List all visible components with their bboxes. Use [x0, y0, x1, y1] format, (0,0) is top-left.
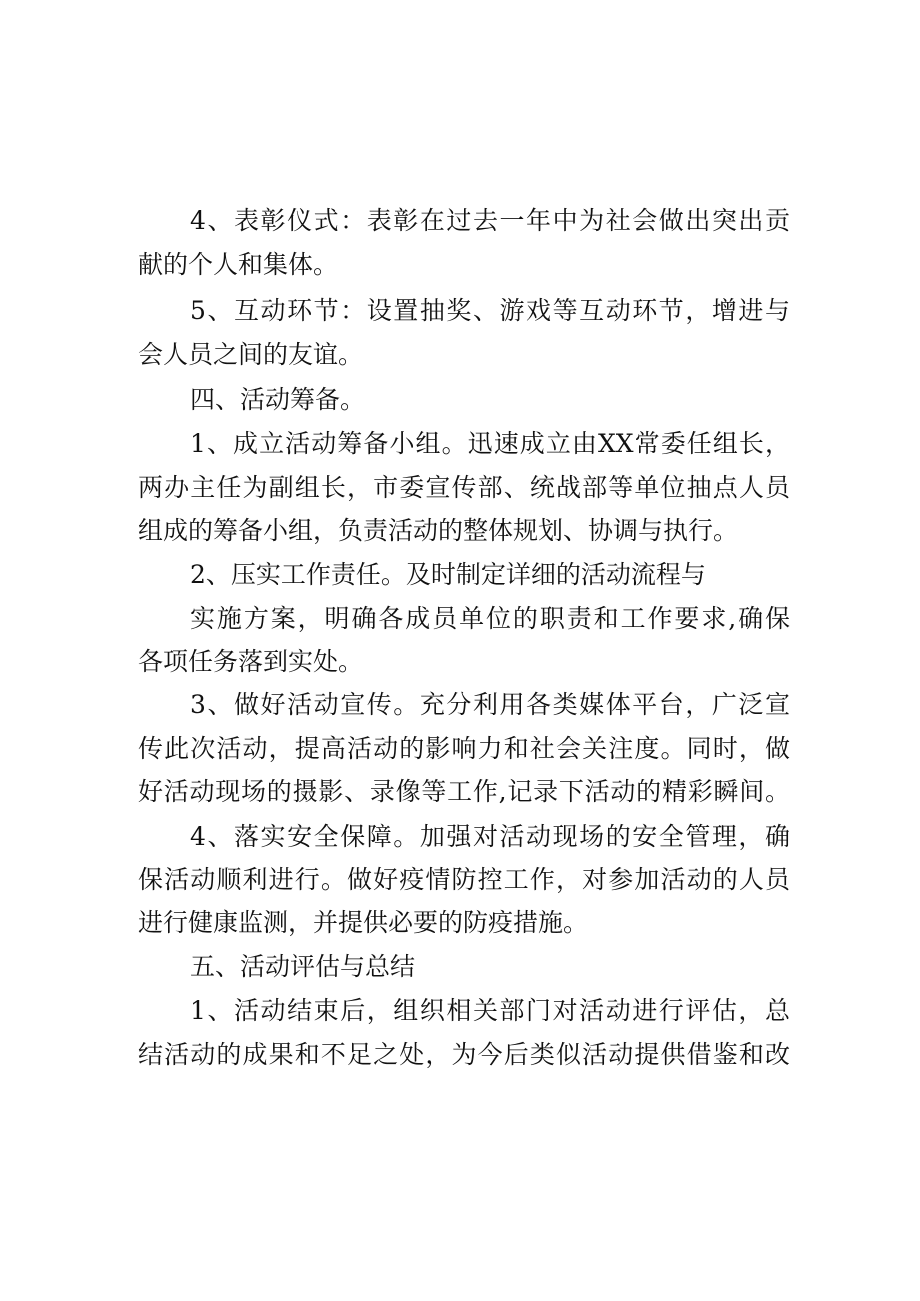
paragraph-line: 会人员之间的友谊。 — [138, 340, 364, 369]
paragraph-line: 1、活动结束后，组织相关部门对活动进行评估，总 — [190, 996, 790, 1025]
paragraph-line: 献的个人和集体。 — [138, 250, 339, 279]
paragraph-line: 好活动现场的摄影、录像等工作,记录下活动的精彩瞬间。 — [138, 777, 790, 806]
paragraph-line: 3、做好活动宣传。充分利用各类媒体平台，广泛宣 — [190, 690, 790, 719]
paragraph-line: 两办主任为副组长，市委宣传部、统战部等单位抽点人员 — [138, 473, 790, 502]
paragraph-line: 5、互动环节：设置抽奖、游戏等互动环节，增进与 — [190, 296, 790, 325]
paragraph-line: 组成的筹备小组，负责活动的整体规划、协调与执行。 — [138, 516, 739, 545]
paragraph-line: 保活动顺利进行。做好疫情防控工作，对参加活动的人员 — [138, 865, 790, 894]
paragraph-line: 1、成立活动筹备小组。迅速成立由XX常委任组长， — [190, 429, 790, 458]
paragraph-line: 2、压实工作责任。及时制定详细的活动流程与 — [190, 560, 706, 589]
paragraph-line: 4、落实安全保障。加强对活动现场的安全管理，确 — [190, 822, 790, 851]
paragraph-line: 各项任务落到实处。 — [138, 647, 364, 676]
paragraph-line: 实施方案，明确各成员单位的职责和工作要求,确保 — [190, 604, 790, 633]
paragraph-line: 结活动的成果和不足之处，为今后类似活动提供借鉴和改 — [138, 1040, 790, 1069]
paragraph-line: 4、表彰仪式：表彰在过去一年中为社会做出突出贡 — [190, 206, 790, 235]
paragraph-line: 传此次活动，提高活动的影响力和社会关注度。同时，做 — [138, 734, 790, 763]
paragraph-line: 进行健康监测，并提供必要的防疫措施。 — [138, 908, 589, 937]
section-heading: 五、活动评估与总结 — [190, 952, 416, 981]
section-heading: 四、活动筹备。 — [190, 385, 366, 414]
